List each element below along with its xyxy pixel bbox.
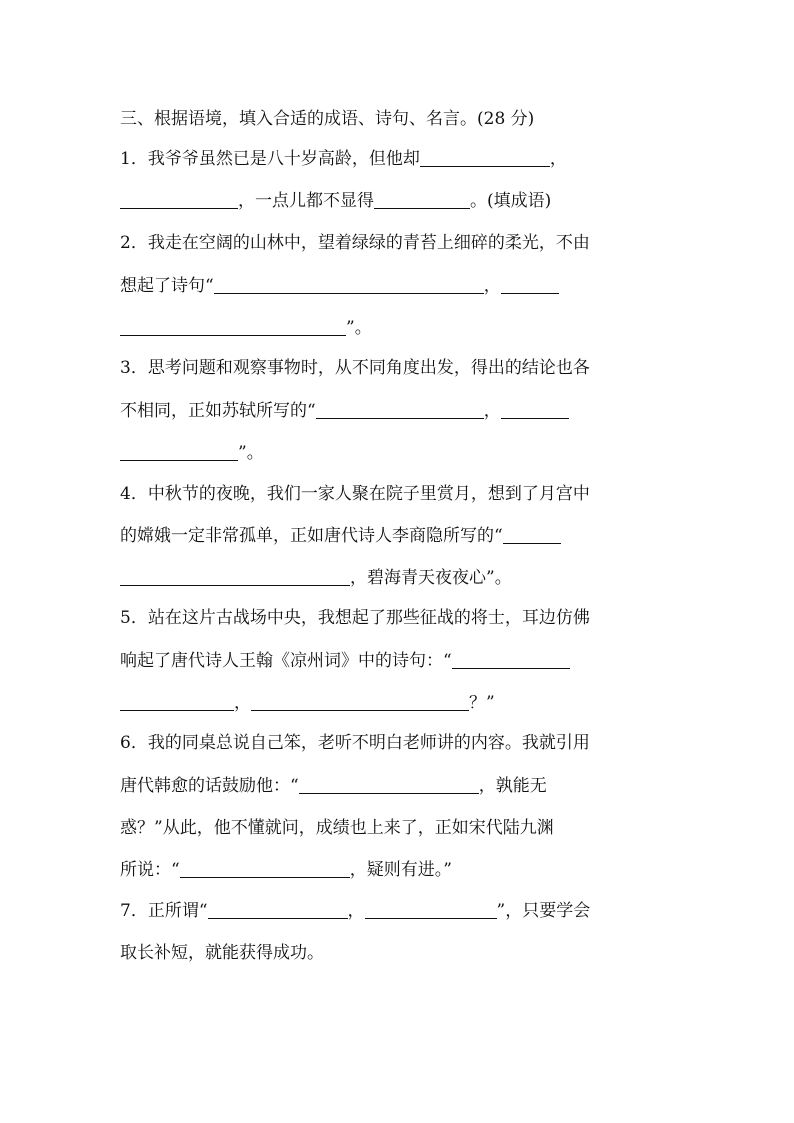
question-2-line-1: [120, 231, 680, 255]
question-5-punct: ，: [234, 693, 251, 713]
question-3-text: 3．思考问题和观察事物时，从不同角度出发，得出的结论也各: [120, 358, 590, 378]
question-1-line-2: [120, 189, 680, 213]
question-6-line-3: [120, 816, 680, 840]
question-2-line-2: [120, 274, 680, 298]
question-5-line-2: [120, 649, 680, 673]
question-5-text-2: 响起了唐代诗人王翰《凉州词》中的诗句：“: [120, 651, 452, 671]
question-1-text-2: ，一点儿都不显得: [238, 191, 374, 211]
question-7-text: 7．正所谓“: [120, 901, 208, 921]
section-title: [120, 107, 680, 131]
question-6-line-4: [120, 858, 680, 882]
question-3-line-1: [120, 356, 680, 380]
question-4-end: ，碧海青天夜夜心”。: [350, 568, 512, 588]
answer-blank[interactable]: [180, 859, 350, 878]
answer-blank[interactable]: [120, 442, 238, 461]
question-2-text: 2．我走在空阔的山林中，望着绿绿的青苔上细碎的柔光，不由: [120, 233, 590, 253]
question-6-text-2: 唐代韩愈的话鼓励他：“: [120, 776, 299, 796]
question-7-line-2: [120, 941, 680, 965]
question-1-hint: 。(填成语): [470, 191, 552, 211]
question-3-line-3: [120, 441, 680, 465]
question-6-line-2: [120, 774, 680, 798]
answer-blank[interactable]: [214, 275, 484, 294]
answer-blank[interactable]: [299, 775, 479, 794]
question-2-punct: ，: [483, 276, 501, 296]
question-3-end: ”。: [238, 443, 264, 463]
question-2-end: ”。: [346, 318, 372, 338]
answer-blank[interactable]: [374, 190, 470, 209]
question-3-punct: ，: [483, 401, 501, 421]
question-5-text: 5．站在这片古战场中央，我想起了那些征战的将士，耳边仿佛: [120, 608, 590, 628]
question-6-end: ，疑则有进。”: [349, 860, 452, 880]
question-4-text-2: 的嫦娥一定非常孤单，正如唐代诗人李商隐所写的“: [120, 526, 503, 546]
question-7-text-2: ”，只要学会: [496, 901, 591, 921]
question-7-line-1: [120, 899, 680, 923]
question-4-text: 4．中秋节的夜晚，我们一家人聚在院子里赏月，想到了月宫中: [120, 484, 590, 504]
answer-blank[interactable]: [501, 275, 559, 294]
question-4-line-1: [120, 482, 680, 506]
question-5-end: ？”: [469, 693, 495, 713]
answer-blank[interactable]: [120, 567, 350, 586]
question-6-text-4: 惑？”从此，他不懂就问，成绩也上来了，正如宋代陆九渊: [120, 818, 554, 838]
answer-blank[interactable]: [501, 400, 569, 419]
question-2-text-2: 想起了诗句“: [120, 276, 214, 296]
question-7-end: 取长补短，就能获得成功。: [120, 943, 324, 963]
question-1-text: 1．我爷爷虽然已是八十岁高龄，但他却: [120, 149, 420, 169]
question-1-line-1: [120, 147, 680, 171]
section-title-text: 三、根据语境，填入合适的成语、诗句、名言。(28 分): [120, 109, 535, 129]
question-4-line-2: [120, 524, 680, 548]
question-3-line-2: [120, 399, 680, 423]
answer-blank[interactable]: [365, 900, 497, 919]
question-6-text-3: ，孰能无: [478, 776, 547, 796]
question-6-line-1: [120, 731, 680, 755]
question-1-punct: ，: [549, 149, 567, 169]
answer-blank[interactable]: [452, 650, 570, 669]
question-4-line-3: [120, 566, 680, 590]
answer-blank[interactable]: [120, 190, 238, 209]
answer-blank[interactable]: [208, 900, 348, 919]
question-7-punct: ，: [347, 901, 365, 921]
answer-blank[interactable]: [316, 400, 484, 419]
answer-blank[interactable]: [251, 692, 469, 711]
question-5-line-1: [120, 606, 680, 630]
question-6-text: 6．我的同桌总说自己笨，老听不明白老师讲的内容。我就引用: [120, 733, 590, 753]
answer-blank[interactable]: [503, 525, 561, 544]
question-3-text-2: 不相同，正如苏轼所写的“: [120, 401, 316, 421]
answer-blank[interactable]: [120, 317, 346, 336]
answer-blank[interactable]: [420, 148, 550, 167]
question-2-line-3: [120, 316, 680, 340]
answer-blank[interactable]: [120, 692, 234, 711]
question-6-text-5: 所说：“: [120, 860, 180, 880]
question-5-line-3: [120, 691, 680, 715]
